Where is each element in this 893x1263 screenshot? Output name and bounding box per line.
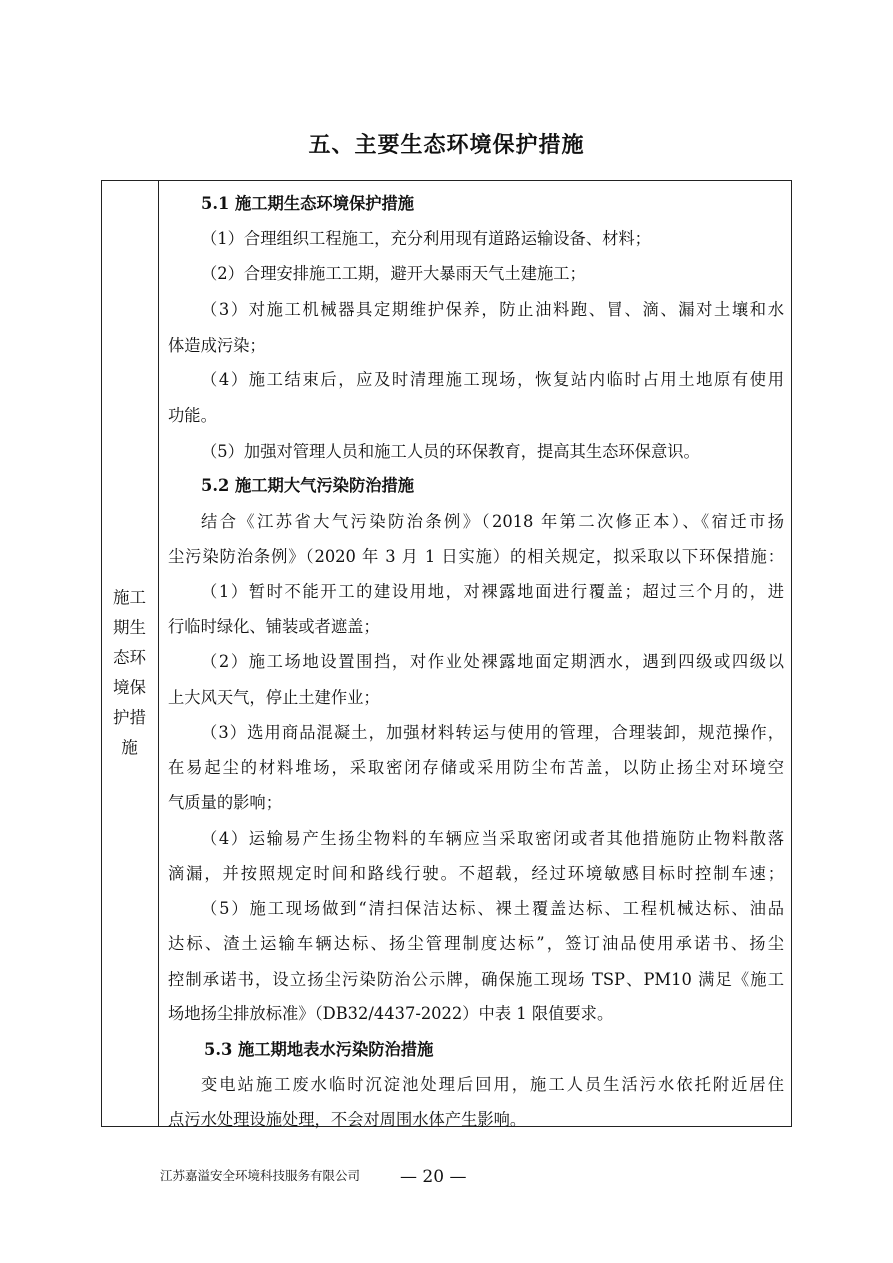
text-line: 滴漏，并按照规定时间和路线行驶。不超载，经过环境敏感目标时控制车速； bbox=[168, 864, 784, 883]
section-heading: 5.1 施工期生态环境保护措施 bbox=[201, 194, 415, 213]
section-heading: 5.2 施工期大气污染防治措施 bbox=[201, 476, 415, 495]
side-label-line: 施 bbox=[121, 738, 138, 757]
text-line: 尘污染防治条例》（2020 年 3 月 1 日实施）的相关规定，拟采取以下环保措施： bbox=[168, 547, 784, 566]
text-line: 在易起尘的材料堆场，采取密闭存储或采用防尘布苫盖，以防止扬尘对环境空 bbox=[168, 758, 784, 777]
text-line: 结合《江苏省大气污染防治条例》（2018 年第二次修正本）、《宿迁市扬 bbox=[201, 512, 784, 531]
side-label-line: 施工 bbox=[113, 588, 146, 607]
text-line: （5）施工现场做到“清扫保洁达标、裸土覆盖达标、工程机械达标、油品 bbox=[201, 899, 784, 918]
text-line: （1）合理组织工程施工，充分利用现有道路运输设备、材料； bbox=[201, 229, 651, 248]
text-line: （4）施工结束后，应及时清理施工现场，恢复站内临时占用土地原有使用 bbox=[201, 370, 784, 389]
text-line: 上大风天气，停止土建作业； bbox=[168, 688, 380, 707]
side-label-line: 境保 bbox=[113, 678, 146, 697]
side-category-label bbox=[101, 583, 158, 763]
text-line: （2）施工场地设置围挡，对作业处裸露地面定期洒水，遇到四级或四级以 bbox=[201, 652, 784, 671]
text-line: 气质量的影响； bbox=[168, 793, 282, 812]
text-line: 达标、渣土运输车辆达标、扬尘管理制度达标”，签订油品使用承诺书、扬尘 bbox=[168, 934, 784, 953]
page-title: 五、主要生态环境保护措施 bbox=[308, 133, 585, 158]
text-line: 行临时绿化、铺装或者遮盖； bbox=[168, 617, 380, 636]
text-line: 变电站施工废水临时沉淀池处理后回用，施工人员生活污水依托附近居住 bbox=[201, 1075, 784, 1094]
footer-company: 江苏嘉溢安全环境科技服务有限公司 bbox=[160, 1168, 361, 1183]
text-line: （1）暂时不能开工的建设用地，对裸露地面进行覆盖；超过三个月的，进 bbox=[201, 582, 784, 601]
side-label-line: 期生 bbox=[113, 618, 146, 637]
text-line: （2）合理安排施工工期，避开大暴雨天气土建施工； bbox=[201, 264, 586, 283]
text-line: 功能。 bbox=[168, 406, 217, 425]
text-line: （3）选用商品混凝土，加强材料转运与使用的管理，合理装卸，规范操作， bbox=[201, 723, 784, 742]
text-line: （3）对施工机械器具定期维护保养，防止油料跑、冒、滴、漏对土壤和水 bbox=[201, 300, 784, 319]
text-line: （5）加强对管理人员和施工人员的环保教育，提高其生态环保意识。 bbox=[201, 442, 700, 461]
text-line: 场地扬尘排放标准》（DB32/4437-2022）中表 1 限值要求。 bbox=[168, 1004, 614, 1023]
side-label-line: 护措 bbox=[113, 708, 146, 727]
section-heading: 5.3 施工期地表水污染防治措施 bbox=[204, 1040, 434, 1059]
side-label-line: 态环 bbox=[113, 648, 146, 667]
text-line: 点污水处理设施处理，不会对周围水体产生影响。 bbox=[168, 1110, 527, 1129]
text-line: 控制承诺书，设立扬尘污染防治公示牌，确保施工现场 TSP、PM10 满足《施工 bbox=[168, 970, 784, 989]
page-number: — 20 — bbox=[400, 1167, 467, 1187]
text-line: （4）运输易产生扬尘物料的车辆应当采取密闭或者其他措施防止物料散落 bbox=[201, 829, 784, 848]
column-divider bbox=[158, 180, 159, 1127]
text-line: 体造成污染； bbox=[168, 336, 266, 355]
